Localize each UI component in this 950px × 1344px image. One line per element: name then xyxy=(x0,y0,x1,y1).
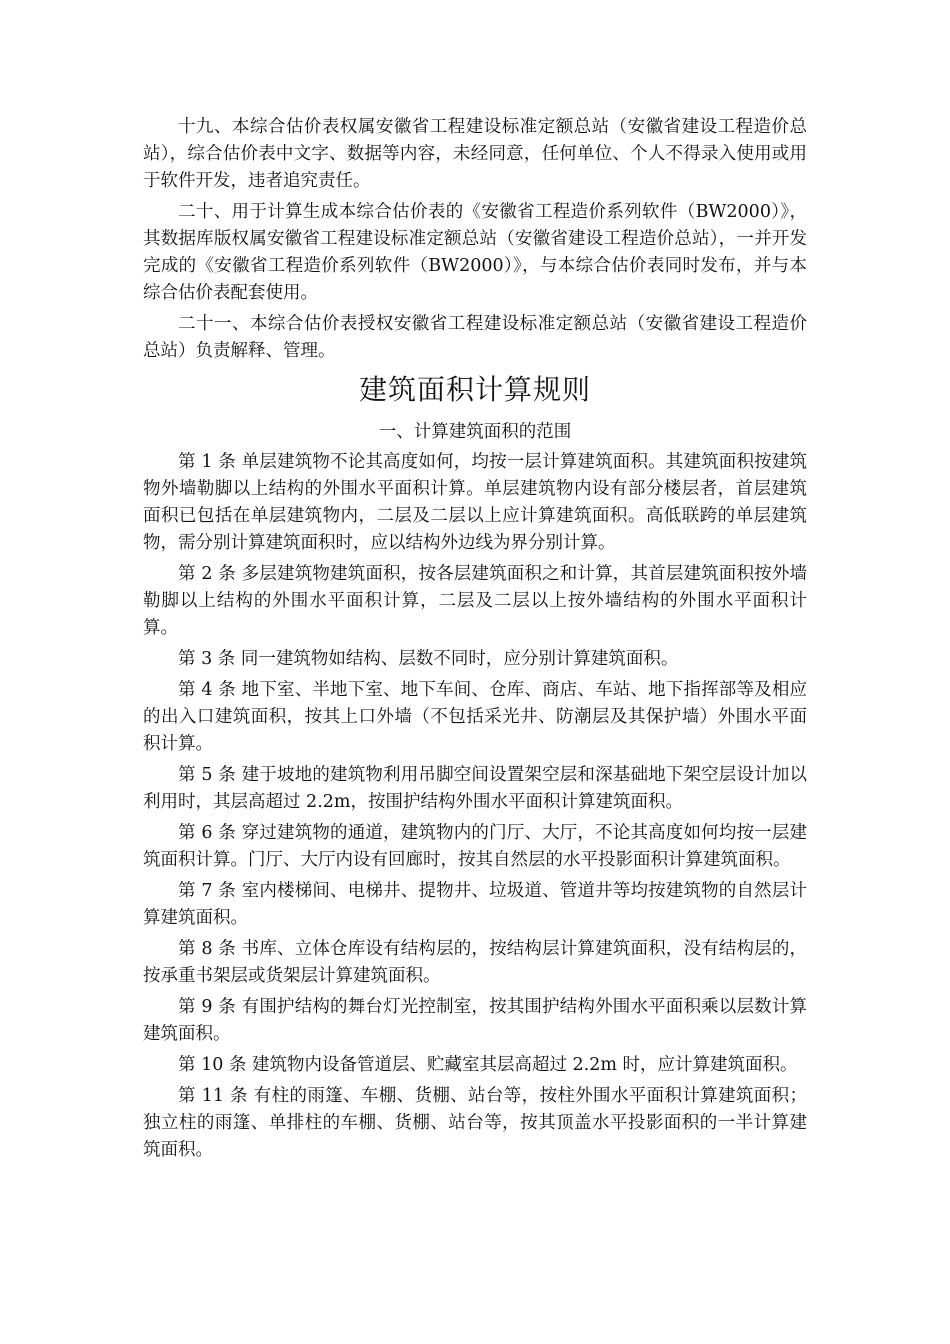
intro-paragraph-21: 二十一、本综合估价表授权安徽省工程建设标准定额总站（安徽省建设工程造价总站）负责解释、管理。 xyxy=(143,314,807,361)
article-6: 第 6 条 穿过建筑物的通道，建筑物内的门厅、大厅，不论其高度如何均按一层建筑面积计算。门厅、大厅内设有回廊时，按其自然层的水平投影面积计算建筑面积。 xyxy=(143,823,807,870)
article-4: 第 4 条 地下室、半地下室、地下车间、仓库、商店、车站、地下指挥部等及相应的出入口建筑面积，按其上口外墙（不包括采光井、防潮层及其保护墙）外围水平面积计算。 xyxy=(143,680,807,754)
section-subtitle: 一、计算建筑面积的范围 xyxy=(378,422,572,442)
section-title: 建筑面积计算规则 xyxy=(358,373,591,406)
intro-paragraph-20: 二十、用于计算生成本综合估价表的《安徽省工程造价系列软件（BW2000）》，其数据库版权属安徽省工程建设标准定额总站（安徽省建设工程造价总站），一并开发完成的《安徽省工程造价系列软件（BW2000）》，与本综合估价表同时发布，并与本综合估价表配套使用。 xyxy=(143,202,807,303)
intro-paragraph-19: 十九、本综合估价表权属安徽省工程建设标准定额总站（安徽省建设工程造价总站），综合估价表中文字、数据等内容，未经同意，任何单位、个人不得录入使用或用于软件开发，违者追究责任。 xyxy=(143,117,807,191)
article-10: 第 10 条 建筑物内设备管道层、贮藏室其层高超过 2.2m 时，应计算建筑面积。 xyxy=(178,1055,798,1075)
article-1: 第 1 条 单层建筑物不论其高度如何，均按一层计算建筑面积。其建筑面积按建筑物外墙勒脚以上结构的外围水平面积计算。单层建筑物内设有部分楼层者，首层建筑面积已包括在单层建筑物内，二层及二层以上应计算建筑面积。高低联跨的单层建筑物，需分别计算建筑面积时，应以结构外边线为界分别计算。 xyxy=(143,452,807,553)
article-5: 第 5 条 建于坡地的建筑物利用吊脚空间设置架空层和深基础地下架空层设计加以利用时，其层高超过 2.2m，按围护结构外围水平面积计算建筑面积。 xyxy=(143,765,807,812)
article-8: 第 8 条 书库、立体仓库设有结构层的，按结构层计算建筑面积，没有结构层的，按承重书架层或货架层计算建筑面积。 xyxy=(143,939,807,986)
article-7: 第 7 条 室内楼梯间、电梯井、提物井、垃圾道、管道井等均按建筑物的自然层计算建筑面积。 xyxy=(143,881,807,928)
article-2: 第 2 条 多层建筑物建筑面积，按各层建筑面积之和计算，其首层建筑面积按外墙勒脚以上结构的外围水平面积计算，二层及二层以上按外墙结构的外围水平面积计算。 xyxy=(143,564,807,638)
article-11: 第 11 条 有柱的雨篷、车棚、货棚、站台等，按柱外围水平面积计算建筑面积；独立柱的雨篷、单排柱的车棚、货棚、站台等，按其顶盖水平投影面积的一半计算建筑面积。 xyxy=(143,1086,807,1160)
article-3: 第 3 条 同一建筑物如结构、层数不同时，应分别计算建筑面积。 xyxy=(178,649,679,669)
article-9: 第 9 条 有围护结构的舞台灯光控制室，按其围护结构外围水平面积乘以层数计算建筑面积。 xyxy=(143,997,807,1044)
document-body xyxy=(143,114,807,1168)
